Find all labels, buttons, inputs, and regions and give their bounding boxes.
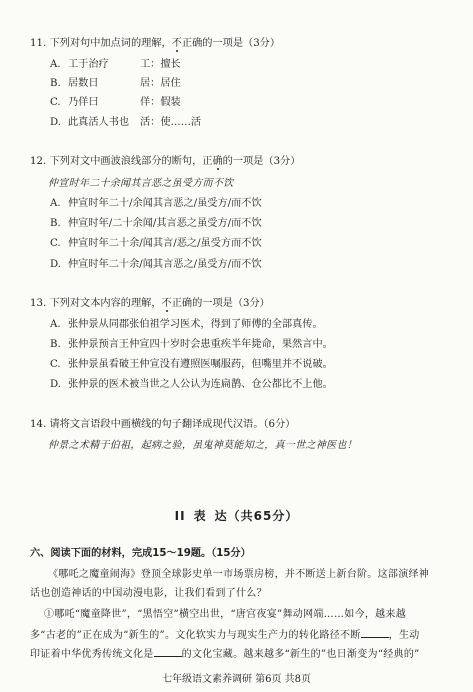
paragraph-1-line-3: 印证着中华优秀传统文化是 的文化宝藏。越来越多“新生的”也日渐变为“经典的” <box>30 646 420 662</box>
passage-14: 仲景之术精于伯祖，起病之验，虽鬼神莫能知之，真一世之神医也！ <box>48 440 357 451</box>
question-11-stem: 11. 下列对句中加点词的理解，不正确的一项是（3分） <box>30 38 281 49</box>
option-12a: A. 仲宣时年二十/余闻其言恶之/虽受方/而不饮 <box>50 198 262 209</box>
question-12-stem: 12. 下列对文中画波浪线部分的断句，正确的一项是（3分） <box>30 156 301 167</box>
emphasis-correct-char: 确 <box>212 156 223 167</box>
section-6-intro-line-1: 《哪吒之魔童闹海》登顶全球影史单一市场票房榜，并不断送上新台阶。这部演绎神 <box>48 569 430 580</box>
emphasis-not-char: 不 <box>161 298 172 309</box>
option-13b: B. 张仲景预言王仲宣四十岁时会患重疾半年毙命，果然言中。 <box>50 339 333 350</box>
option-13a: A. 张仲景从同郡张伯祖学习医术，得到了师傅的全部真传。 <box>50 319 323 330</box>
section-6-title: 六、阅读下面的材料，完成15～19题。（15分） <box>30 548 251 559</box>
paragraph-1-line-1: ①哪吒“魔童降世”，“黑悟空”横空出世，“唐宫夜宴”舞动网端……如今，越来越 <box>44 609 407 620</box>
section-6-intro-line-2: 话也创造神话的中国动漫电影，让我们看到了什么？ <box>30 588 267 599</box>
emphasis-not-char: 不 <box>171 38 182 49</box>
option-13d: D. 张仲景的医术被当世之人公认为连扁鹊、仓公都比不上他。 <box>50 379 333 390</box>
passage-12: 仲宣时年二十余闻其言恶之虽受方而不饮 <box>48 178 234 189</box>
option-11c: C. 乃佯曰 佯：假装 <box>50 97 181 108</box>
fill-blank-2[interactable] <box>154 646 182 657</box>
part-two-heading: II 表 达（共65分） <box>174 509 299 523</box>
option-11b: B. 居数日 居：居住 <box>50 78 181 89</box>
option-12b: B. 仲宣时年/二十余闻/其言恶之虽受方/而不饮 <box>50 218 262 229</box>
fill-blank-1[interactable] <box>361 627 389 638</box>
option-12d: D. 仲宣时年二十余/闻其言恶之/虽受方/而不饮 <box>50 259 262 270</box>
option-13c: C. 张仲景虽看破王仲宣没有遵照医嘱服药，但嘴里并不说破。 <box>50 359 333 370</box>
option-11a: A. 工于治疗 工：擅长 <box>50 59 181 70</box>
question-14-stem: 14. 请将文言语段中画横线的句子翻译成现代汉语。（6分） <box>30 419 296 430</box>
option-11d: D. 此真活人书也 活：使……活 <box>50 117 202 128</box>
question-13-stem: 13. 下列对文本内容的理解，不正确的一项是（3分） <box>30 298 270 309</box>
paragraph-1-line-2: 多“古老的”正在成为“新生的”。文化软实力与现实生产力的转化路径不断 ，生动 <box>30 627 420 643</box>
page-footer: 七年级语文素养调研 第6页 共8页 <box>161 674 312 685</box>
option-12c: C. 仲宣时年二十余/闻其言/恶之/虽受方而不饮 <box>50 238 262 249</box>
